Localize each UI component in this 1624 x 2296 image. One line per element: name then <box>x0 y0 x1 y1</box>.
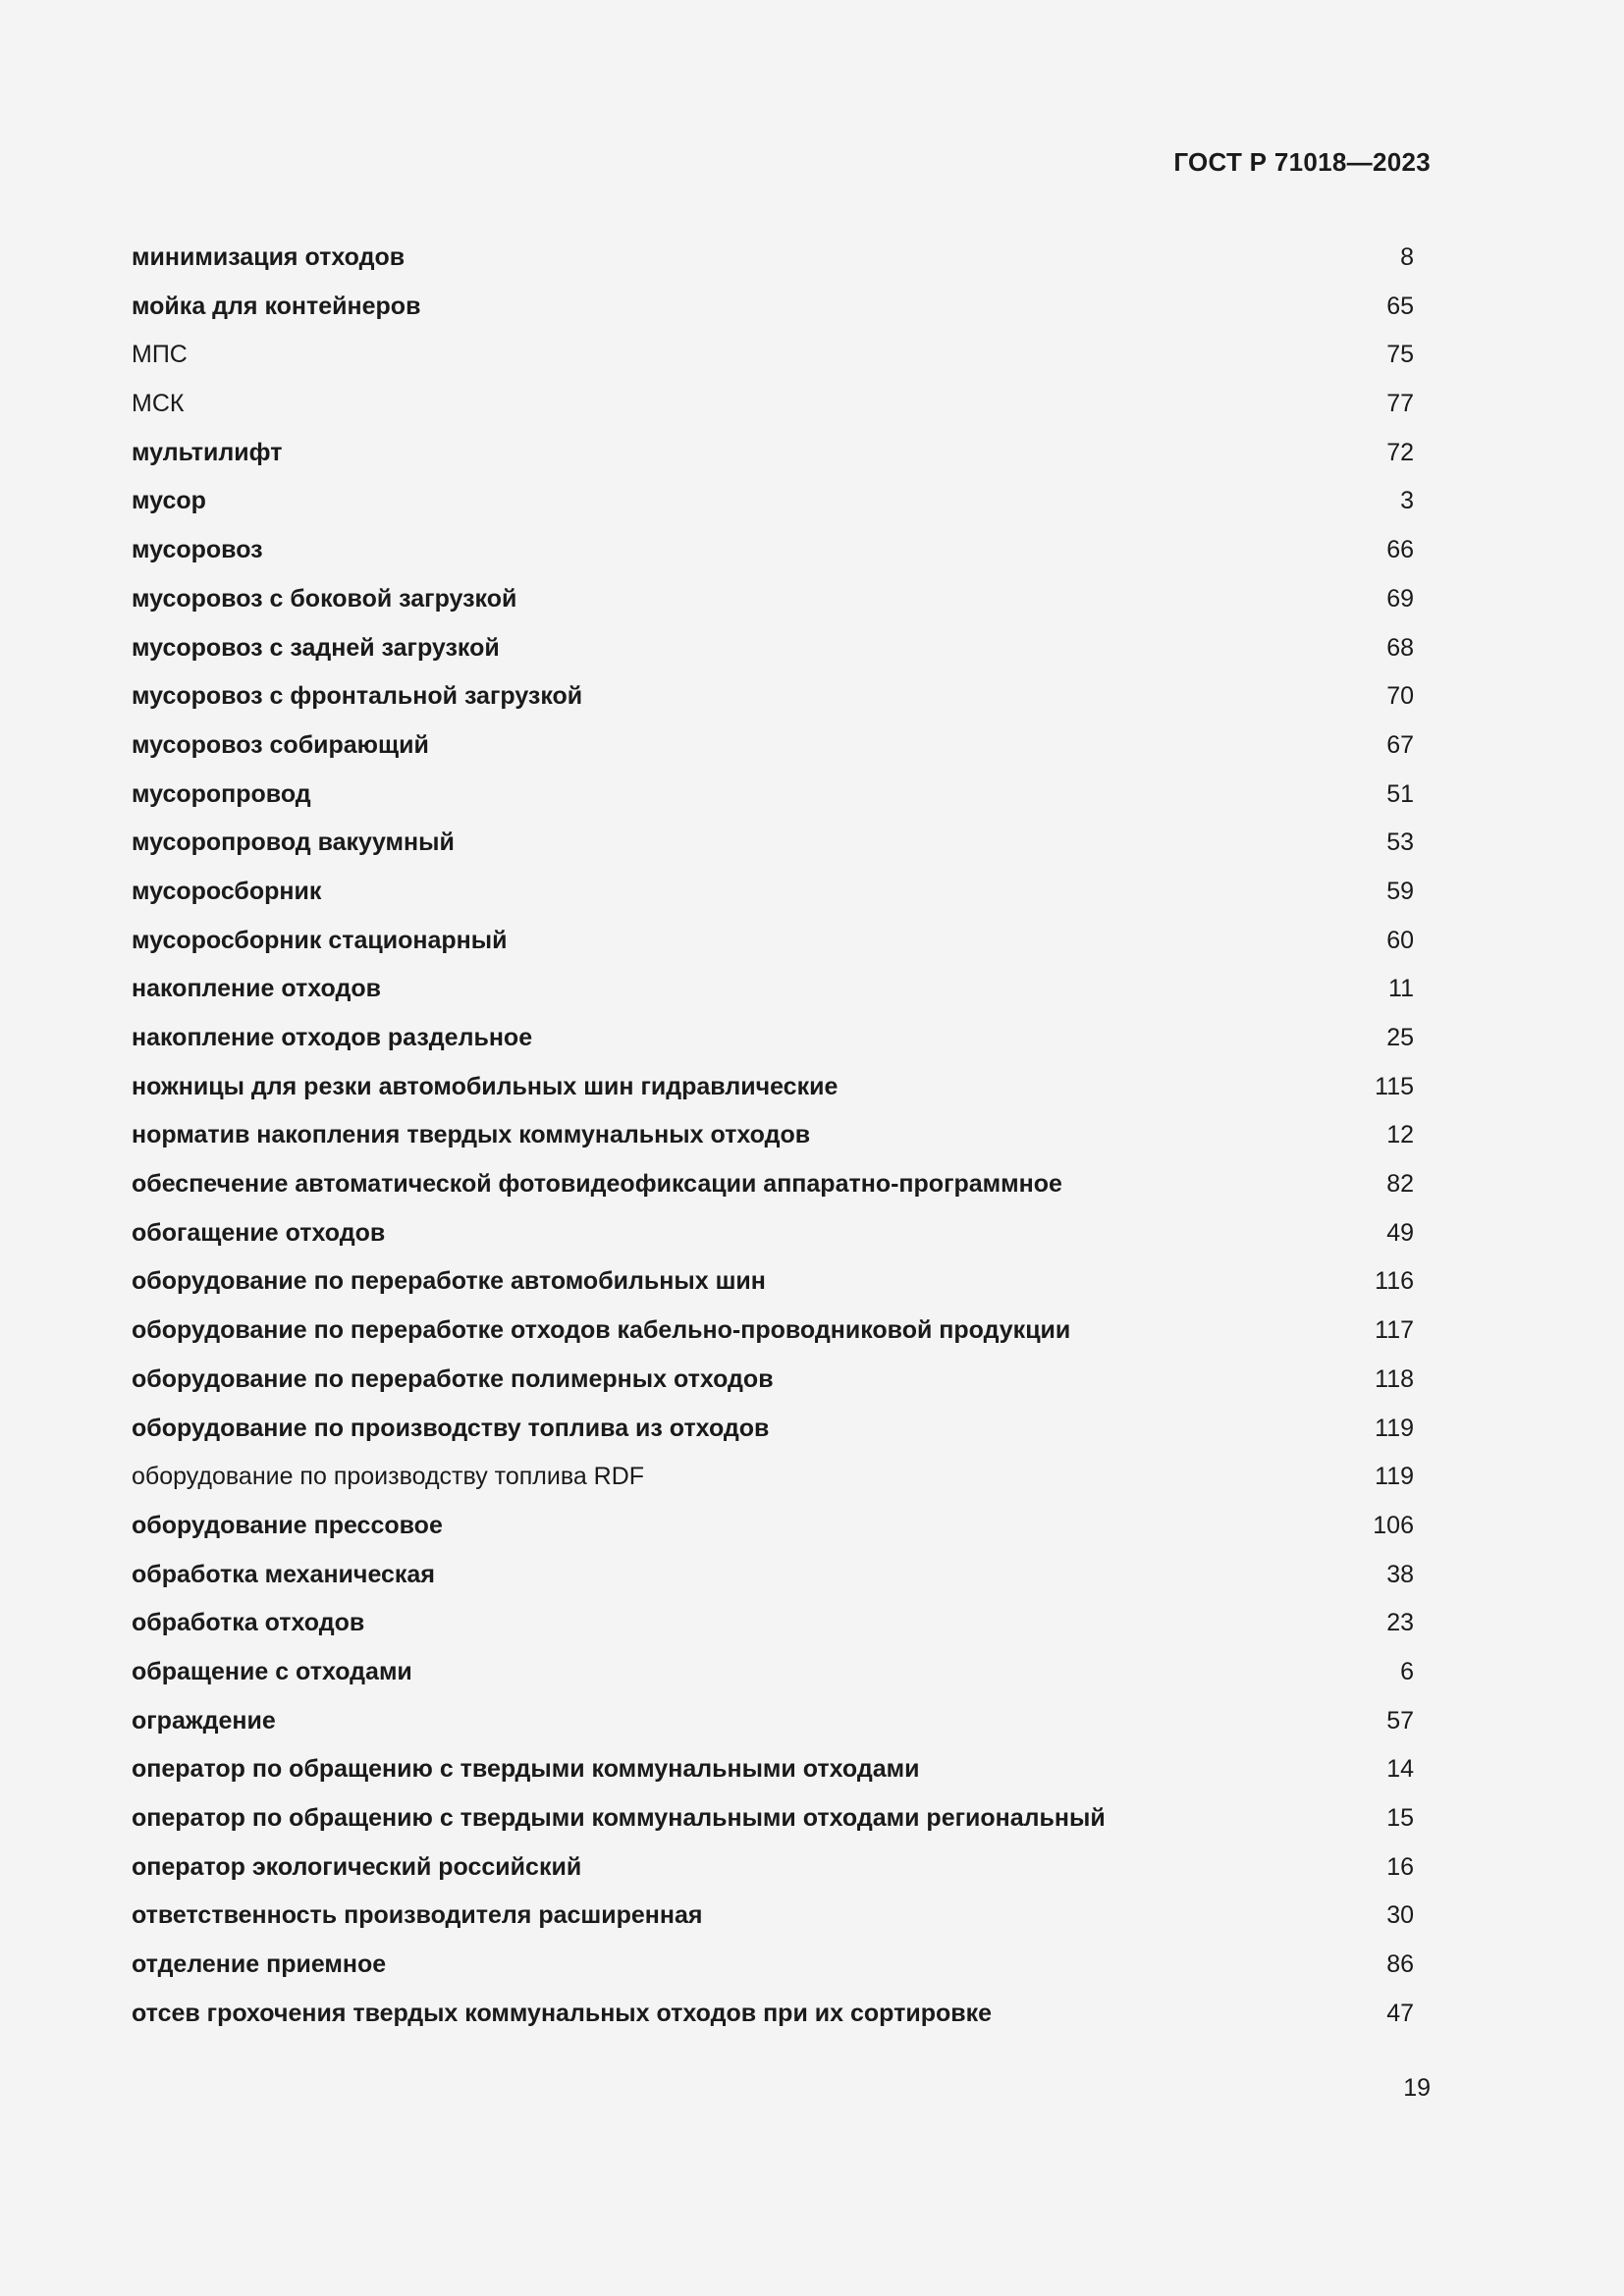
index-term: мойка для контейнеров <box>132 292 421 320</box>
index-term: отсев грохочения твердых коммунальных отходов при их сортировке <box>132 1999 993 2027</box>
index-term: ограждение <box>132 1706 276 1735</box>
index-term-number: 68 <box>1386 633 1414 662</box>
index-entry <box>132 526 1414 575</box>
index-term: отделение приемное <box>132 1950 387 1979</box>
index-term-number: 25 <box>1386 1024 1414 1051</box>
index-term-number: 75 <box>1386 341 1414 369</box>
index-term-number: 82 <box>1386 1170 1414 1199</box>
index-entry <box>132 1892 1414 1941</box>
index-entry <box>132 1307 1414 1356</box>
index-term-number: 53 <box>1386 828 1414 857</box>
index-entry <box>132 1941 1414 1990</box>
index-entry <box>132 819 1414 868</box>
index-term-number: 86 <box>1386 1950 1414 1979</box>
index-entry <box>132 1745 1414 1794</box>
index-term: обработка отходов <box>132 1609 365 1637</box>
index-term: обеспечение автоматической фотовидеофиксации аппаратно-программное <box>132 1170 1062 1199</box>
index-entry <box>132 1160 1414 1209</box>
index-entry <box>132 575 1414 624</box>
index-entry <box>132 965 1414 1014</box>
index-term: мусоровоз с фронтальной загрузкой <box>132 682 583 711</box>
index-term: мусоровоз <box>132 536 263 564</box>
index-entry <box>132 429 1414 478</box>
index-term: оборудование по переработке полимерных отходов <box>132 1364 774 1393</box>
index-term-number: 59 <box>1386 877 1414 905</box>
index-term-number: 72 <box>1386 438 1414 466</box>
index-term-number: 15 <box>1386 1804 1414 1832</box>
index-term-number: 16 <box>1386 1852 1414 1881</box>
index-entry <box>132 283 1414 332</box>
index-term: оборудование по переработке автомобильных шин <box>132 1267 766 1296</box>
index-entry <box>132 672 1414 721</box>
index-term-number: 14 <box>1386 1755 1414 1784</box>
index-term: мусоровоз с задней загрузкой <box>132 633 500 662</box>
index-term: оператор по обращению с твердыми коммунальными отходами региональный <box>132 1804 1106 1832</box>
index-term: накопление отходов <box>132 975 381 1003</box>
index-term: накопление отходов раздельное <box>132 1024 533 1051</box>
index-term-number: 118 <box>1375 1364 1414 1393</box>
alphabetical-index <box>132 234 1414 2038</box>
index-term-number: 119 <box>1375 1414 1414 1442</box>
index-term: норматив накопления твердых коммунальных отходов <box>132 1121 811 1149</box>
index-term: оборудование по переработке отходов кабельно-проводниковой продукции <box>132 1316 1071 1345</box>
index-term-number: 77 <box>1386 390 1414 418</box>
index-term-number: 117 <box>1375 1316 1414 1345</box>
index-term: минимизация отходов <box>132 243 406 271</box>
index-term: обращение с отходами <box>132 1657 412 1685</box>
index-entry <box>132 721 1414 771</box>
index-entry <box>132 380 1414 429</box>
index-entry <box>132 477 1414 526</box>
index-entry <box>132 771 1414 820</box>
index-term-number: 8 <box>1400 243 1414 271</box>
index-entry <box>132 917 1414 966</box>
index-term-number: 23 <box>1386 1609 1414 1637</box>
index-entry <box>132 1599 1414 1648</box>
index-term-number: 69 <box>1386 584 1414 613</box>
index-term-number: 60 <box>1386 926 1414 954</box>
index-entry <box>132 1405 1414 1454</box>
index-term-number: 106 <box>1373 1511 1414 1539</box>
index-term-number: 66 <box>1386 536 1414 564</box>
index-term: мусоровоз собирающий <box>132 730 429 759</box>
index-term: мультилифт <box>132 438 283 466</box>
index-entry <box>132 234 1414 283</box>
index-term: мусоровоз с боковой загрузкой <box>132 584 517 613</box>
index-term-number: 38 <box>1386 1560 1414 1588</box>
index-entry <box>132 1014 1414 1063</box>
index-term-number: 47 <box>1386 1999 1414 2027</box>
document-header: ГОСТ Р 71018—2023 <box>1173 147 1431 177</box>
index-term-number: 115 <box>1375 1072 1414 1100</box>
index-term-number: 119 <box>1375 1463 1414 1491</box>
index-term-number: 57 <box>1386 1706 1414 1735</box>
index-entry <box>132 868 1414 917</box>
index-entry <box>132 624 1414 673</box>
index-term-number: 6 <box>1400 1657 1414 1685</box>
index-entry <box>132 1551 1414 1600</box>
index-term-number: 65 <box>1386 292 1414 320</box>
index-term-number: 70 <box>1386 682 1414 711</box>
index-entry <box>132 1257 1414 1307</box>
index-entry <box>132 1453 1414 1502</box>
index-term-number: 3 <box>1400 487 1414 515</box>
index-term: обогащение отходов <box>132 1218 386 1247</box>
index-term: мусоросборник <box>132 877 322 905</box>
index-term: мусоросборник стационарный <box>132 926 508 954</box>
index-entry <box>132 331 1414 380</box>
index-term-number: 30 <box>1386 1901 1414 1930</box>
index-entry <box>132 1502 1414 1551</box>
index-term: оператор по обращению с твердыми коммунальными отходами <box>132 1755 920 1784</box>
index-entry <box>132 1356 1414 1405</box>
index-term: оборудование прессовое <box>132 1511 443 1539</box>
page-number: 19 <box>1403 2074 1431 2102</box>
index-entry <box>132 1990 1414 2039</box>
index-term-number: 67 <box>1386 730 1414 759</box>
index-term: ответственность производителя расширенная <box>132 1901 703 1930</box>
index-term: МПС <box>132 341 188 369</box>
index-entry <box>132 1697 1414 1746</box>
index-term: обработка механическая <box>132 1560 435 1588</box>
index-term-number: 51 <box>1386 779 1414 808</box>
index-term: оборудование по производству топлива RDF <box>132 1463 645 1491</box>
index-entry <box>132 1794 1414 1843</box>
index-entry <box>132 1843 1414 1893</box>
index-term: мусоропровод вакуумный <box>132 828 455 857</box>
index-entry <box>132 1648 1414 1697</box>
index-term: оператор экологический российский <box>132 1852 582 1881</box>
index-term: мусор <box>132 487 206 515</box>
index-term: ножницы для резки автомобильных шин гидравлические <box>132 1072 839 1100</box>
index-entry <box>132 1209 1414 1258</box>
index-entry <box>132 1063 1414 1112</box>
index-term-number: 116 <box>1375 1267 1414 1296</box>
index-term: МСК <box>132 390 185 418</box>
index-term: оборудование по производству топлива из отходов <box>132 1414 770 1442</box>
index-entry <box>132 1111 1414 1160</box>
index-term: мусоропровод <box>132 779 311 808</box>
index-term-number: 11 <box>1388 975 1414 1003</box>
index-term-number: 12 <box>1386 1121 1414 1149</box>
index-term-number: 49 <box>1386 1218 1414 1247</box>
